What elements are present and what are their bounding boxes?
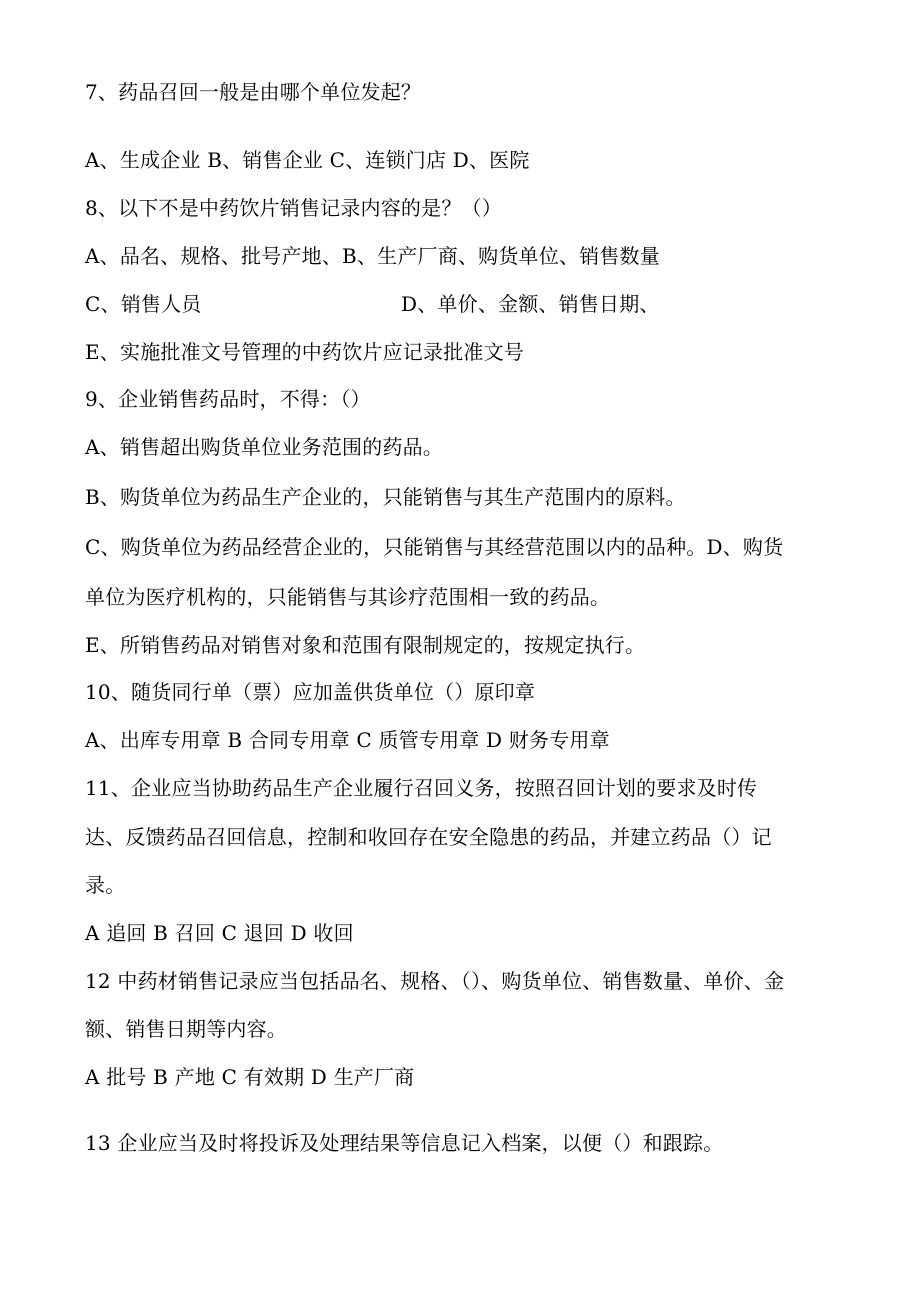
question-8-options-ab: A、品名、规格、批号产地、B、生产厂商、购货单位、销售数量 [85, 244, 660, 268]
question-10: 10、随货同行单（票）应加盖供货单位（）原印章 [85, 680, 536, 704]
question-8-option-d: D、单价、金额、销售日期、 [401, 292, 660, 316]
question-9-option-a: A、销售超出购货单位业务范围的药品。 [85, 435, 444, 459]
question-12-line1: 12 中药材销售记录应当包括品名、规格、（）、购货单位、销售数量、单价、金 [85, 969, 785, 993]
question-13: 13 企业应当及时将投诉及处理结果等信息记入档案，以便（）和跟踪。 [85, 1131, 724, 1155]
question-8: 8、以下不是中药饮片销售记录内容的是？（） [85, 196, 502, 220]
question-8-option-e: E、实施批准文号管理的中药饮片应记录批准文号 [85, 340, 524, 364]
question-10-options: A、出库专用章 B 合同专用章 C 质管专用章 D 财务专用章 [85, 728, 610, 752]
question-12-line2: 额、销售日期等内容。 [85, 1017, 287, 1041]
question-9-options-cd-line1: C、购货单位为药品经营企业的，只能销售与其经营范围以内的品种。D、购货 [85, 535, 784, 559]
question-7: 7、药品召回一般是由哪个单位发起？ [85, 80, 422, 104]
question-11-line2: 达、反馈药品召回信息，控制和收回存在安全隐患的药品，并建立药品（）记 [85, 825, 772, 849]
question-12-options: A 批号 B 产地 C 有效期 D 生产厂商 [85, 1065, 415, 1089]
question-8-option-c: C、销售人员 [85, 292, 202, 316]
question-9-option-e: E、所销售药品对销售对象和范围有限制规定的，按规定执行。 [85, 633, 646, 657]
question-11-options: A 追回 B 召回 C 退回 D 收回 [85, 921, 354, 945]
question-11-line3: 录。 [85, 873, 126, 897]
question-9: 9、企业销售药品时，不得：（） [85, 387, 371, 411]
question-11-line1: 11、企业应当协助药品生产企业履行召回义务，按照召回计划的要求及时传 [85, 776, 758, 800]
question-7-options: A、生成企业 B、销售企业 C、连锁门店 D、医院 [85, 148, 530, 172]
question-9-options-cd-line2: 单位为医疗机构的，只能销售与其诊疗范围相一致的药品。 [85, 585, 611, 609]
question-9-option-b: B、购货单位为药品生产企业的，只能销售与其生产范围内的原料。 [85, 485, 686, 509]
